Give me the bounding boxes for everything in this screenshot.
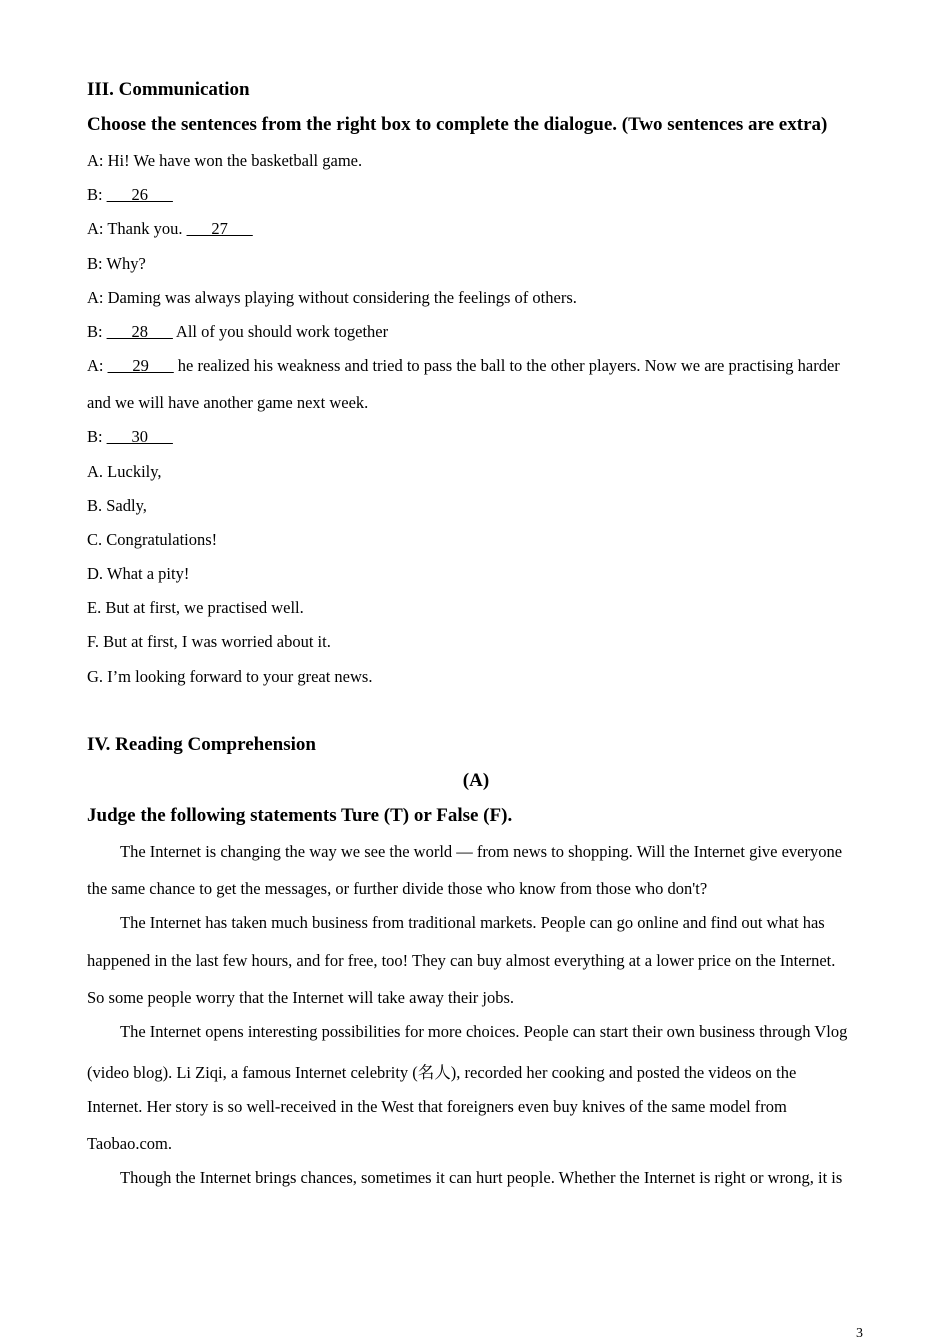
option-e: E. But at first, we practised well. bbox=[87, 598, 304, 617]
passage-label: (A) bbox=[462, 770, 490, 791]
blank-27: ___27___ bbox=[186, 219, 253, 238]
passage-line: happened in the last few hours, and for free, too! They can buy almost everything at a lower price on the Internet. bbox=[87, 951, 836, 970]
dialogue-line: B: ___30___ bbox=[87, 427, 173, 446]
dialogue-line: A: Daming was always playing without considering the feelings of others. bbox=[87, 288, 577, 307]
blank-26: ___26___ bbox=[106, 185, 173, 204]
dialogue-line: and we will have another game next week. bbox=[87, 393, 369, 412]
option-d: D. What a pity! bbox=[87, 564, 190, 583]
dialogue-line: A: ___29___ he realized his weakness and tried to pass the ball to the other players. Now we are practising harder bbox=[87, 356, 840, 375]
option-f: F. But at first, I was worried about it. bbox=[87, 632, 331, 651]
option-b: B. Sadly, bbox=[87, 496, 147, 515]
section-title-reading: IV. Reading Comprehension bbox=[87, 734, 316, 755]
blank-30: ___30___ bbox=[106, 427, 173, 446]
passage-line: The Internet is changing the way we see the world — from news to shopping. Will the Internet give everyone bbox=[120, 842, 843, 861]
dialogue-line: B: ___26___ bbox=[87, 185, 173, 204]
communication-instruction: Choose the sentences from the right box to complete the dialogue. (Two sentences are extra) bbox=[87, 114, 828, 135]
passage-line: Internet. Her story is so well-received in the West that foreigners even buy knives of the same model from bbox=[87, 1097, 787, 1116]
passage-line: Though the Internet brings chances, sometimes it can hurt people. Whether the Internet is right or wrong, it is bbox=[120, 1168, 843, 1187]
passage-line: The Internet has taken much business from traditional markets. People can go online and find out what has bbox=[120, 913, 825, 932]
passage-line: Taobao.com. bbox=[87, 1134, 172, 1153]
dialogue-line: B: Why? bbox=[87, 254, 146, 273]
passage-line: So some people worry that the Internet will take away their jobs. bbox=[87, 988, 515, 1007]
reading-instruction: Judge the following statements Ture (T) or False (F). bbox=[87, 805, 513, 826]
option-c: C. Congratulations! bbox=[87, 530, 218, 549]
dialogue-line: B: ___28___ All of you should work together bbox=[87, 322, 389, 341]
option-a: A. Luckily, bbox=[87, 462, 162, 481]
page-number: 3 bbox=[856, 1326, 863, 1341]
dialogue-line: A: Thank you. ___27___ bbox=[87, 219, 253, 238]
passage-line: the same chance to get the messages, or further divide those who know from those who don't? bbox=[87, 879, 708, 898]
section-title-communication: III. Communication bbox=[87, 79, 250, 100]
blank-29: ___29___ bbox=[107, 356, 174, 375]
passage-line: The Internet opens interesting possibilities for more choices. People can start their own business through Vlog bbox=[120, 1022, 848, 1041]
dialogue-line: A: Hi! We have won the basketball game. bbox=[87, 151, 363, 170]
passage-line: (video blog). Li Ziqi, a famous Internet celebrity (名人), recorded her cooking and posted the videos on the bbox=[87, 1063, 797, 1082]
blank-28: ___28___ bbox=[106, 322, 173, 341]
option-g: G. I’m looking forward to your great news. bbox=[87, 667, 373, 686]
